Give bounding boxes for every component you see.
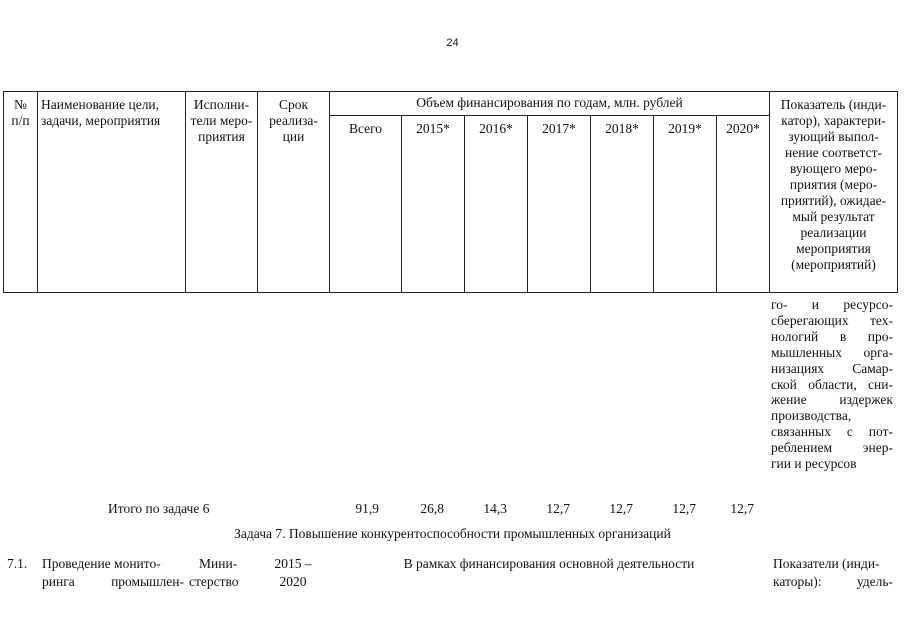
continuation-line: мышленных орга- xyxy=(771,344,893,360)
header-funding: Объем финансирования по годам, млн. рублей xyxy=(330,92,770,116)
row-7-1-term-line: 2015 – xyxy=(274,556,312,571)
continuation-line: производства, xyxy=(771,408,852,424)
total-row-value: 12,7 xyxy=(730,501,754,516)
header-name: Наименование цели, задачи, мероприятия xyxy=(38,92,186,293)
header-year: 2016* xyxy=(465,116,528,293)
continuation-line: реблением энер- xyxy=(771,440,893,456)
row-7-1-executor-line: стерство xyxy=(189,574,239,589)
header-year: 2015* xyxy=(402,116,465,293)
header-term: Срок реализа-ции xyxy=(258,92,330,293)
header-year: 2019* xyxy=(654,116,717,293)
header-indicator: Показатель (инди-катор), характери-зующий выпол-нение соответст-вующего меро-приятия (меро-приятий), ожидае-мый результат реализации мероприятия (мероприятий) xyxy=(770,92,898,293)
header-year: 2020* xyxy=(717,116,770,293)
row-7-1-term-line: 2020 xyxy=(279,574,307,589)
indicator-continuation xyxy=(771,297,893,472)
continuation-line: сберегающих тех- xyxy=(771,312,893,328)
header-year: 2018* xyxy=(591,116,654,293)
task-7-title: Задача 7. Повышение конкурентоспособности промышленных организаций xyxy=(234,526,671,541)
row-7-1-name-line: Проведение монито- xyxy=(42,556,161,571)
continuation-line: гии и ресурсов xyxy=(771,456,857,472)
total-row-label: Итого по задаче 6 xyxy=(108,501,210,516)
total-row-value: 12,7 xyxy=(672,501,696,516)
continuation-line: связанных с пот- xyxy=(771,424,893,440)
row-7-1-indicator-line: Показатели (инди- xyxy=(773,556,880,571)
row-7-1-executor-line: Мини- xyxy=(199,556,238,571)
row-7-1-funding: В рамках финансирования основной деятельности xyxy=(403,556,695,571)
row-7-1-name-line: ринга промышлен- xyxy=(42,574,184,589)
page-number: 24 xyxy=(446,37,459,49)
header-table xyxy=(3,91,898,293)
total-row-value: 26,8 xyxy=(420,501,444,516)
continuation-line: нологий в про- xyxy=(771,328,893,344)
header-executors: Исполни-тели меро-приятия xyxy=(186,92,258,293)
header-no: № п/п xyxy=(4,92,38,293)
row-7-1-indicator-line: каторы): удель- xyxy=(773,574,893,589)
row-7-1-number: 7.1. xyxy=(7,556,28,571)
continuation-line: ской области, сни- xyxy=(771,376,893,392)
total-row-value: 12,7 xyxy=(546,501,570,516)
continuation-line: жение издержек xyxy=(771,392,893,408)
continuation-line: го- и ресурсо- xyxy=(771,297,893,312)
total-row-value: 14,3 xyxy=(483,501,507,516)
total-row-value: 12,7 xyxy=(609,501,633,516)
header-year: 2017* xyxy=(528,116,591,293)
header-total: Всего xyxy=(330,116,402,293)
continuation-line: низациях Самар- xyxy=(771,360,893,376)
total-row-sum: 91,9 xyxy=(355,501,379,516)
